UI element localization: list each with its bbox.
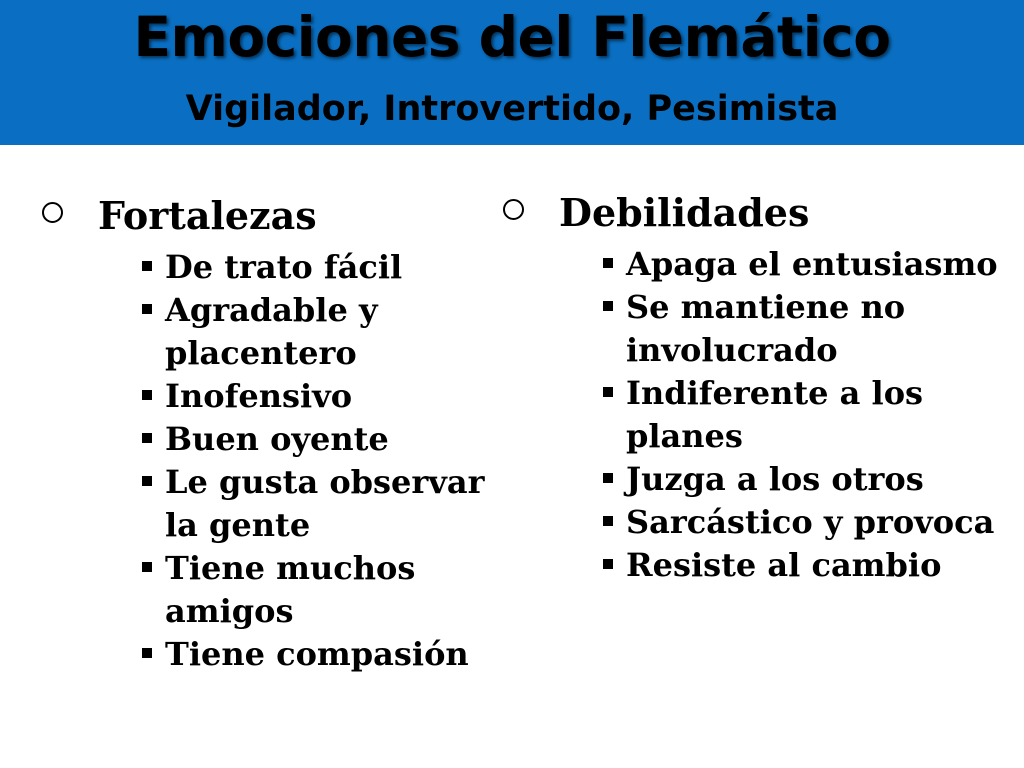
list-item [42, 289, 492, 375]
square-bullet-icon [603, 301, 613, 311]
list-item [503, 286, 1018, 372]
list-item [503, 544, 1018, 587]
list-item-label: Le gusta observar la gente [165, 463, 485, 544]
list-item-label: Resiste al cambio [626, 546, 942, 584]
strengths-heading-label: Fortalezas [98, 193, 317, 238]
list-item-label: Tiene compasión [165, 635, 469, 673]
square-bullet-icon [142, 562, 152, 572]
strengths-list [42, 246, 492, 676]
list-item [42, 633, 492, 676]
square-bullet-icon [142, 476, 152, 486]
square-bullet-icon [142, 304, 152, 314]
square-bullet-icon [603, 387, 613, 397]
list-item-label: Indiferente a los planes [626, 374, 924, 455]
strengths-heading [42, 188, 492, 244]
weaknesses-list [503, 243, 1018, 587]
list-item [503, 243, 1018, 286]
list-item-label: Buen oyente [165, 420, 389, 458]
list-item [42, 375, 492, 418]
list-item [503, 501, 1018, 544]
list-item-label: Tiene muchos amigos [165, 549, 416, 630]
list-item-label: Agradable y placentero [165, 291, 378, 372]
weaknesses-heading [503, 185, 1018, 241]
list-item [503, 458, 1018, 501]
list-item-label: Se mantiene no involucrado [626, 288, 906, 369]
list-item [42, 547, 492, 633]
list-item-label: Apaga el entusiasmo [626, 245, 998, 283]
square-bullet-icon [142, 433, 152, 443]
list-item-label: De trato fácil [165, 248, 403, 286]
slide-title: Emociones del Flemático [133, 5, 891, 69]
strengths-column [42, 188, 492, 676]
weaknesses-heading-label: Debilidades [559, 190, 810, 235]
square-bullet-icon [142, 261, 152, 271]
list-item [503, 372, 1018, 458]
list-item-label: Juzga a los otros [626, 460, 924, 498]
square-bullet-icon [603, 559, 613, 569]
square-bullet-icon [142, 648, 152, 658]
square-bullet-icon [603, 516, 613, 526]
list-item-label: Inofensivo [165, 377, 353, 415]
list-item [42, 461, 492, 547]
circle-bullet-icon [503, 199, 524, 220]
square-bullet-icon [142, 390, 152, 400]
list-item-label: Sarcástico y provoca [626, 503, 995, 541]
square-bullet-icon [603, 473, 613, 483]
list-item [42, 246, 492, 289]
square-bullet-icon [603, 258, 613, 268]
weaknesses-column [503, 185, 1018, 587]
circle-bullet-icon [42, 202, 63, 223]
slide-subtitle: Vigilador, Introvertido, Pesimista [185, 89, 839, 129]
list-item [42, 418, 492, 461]
